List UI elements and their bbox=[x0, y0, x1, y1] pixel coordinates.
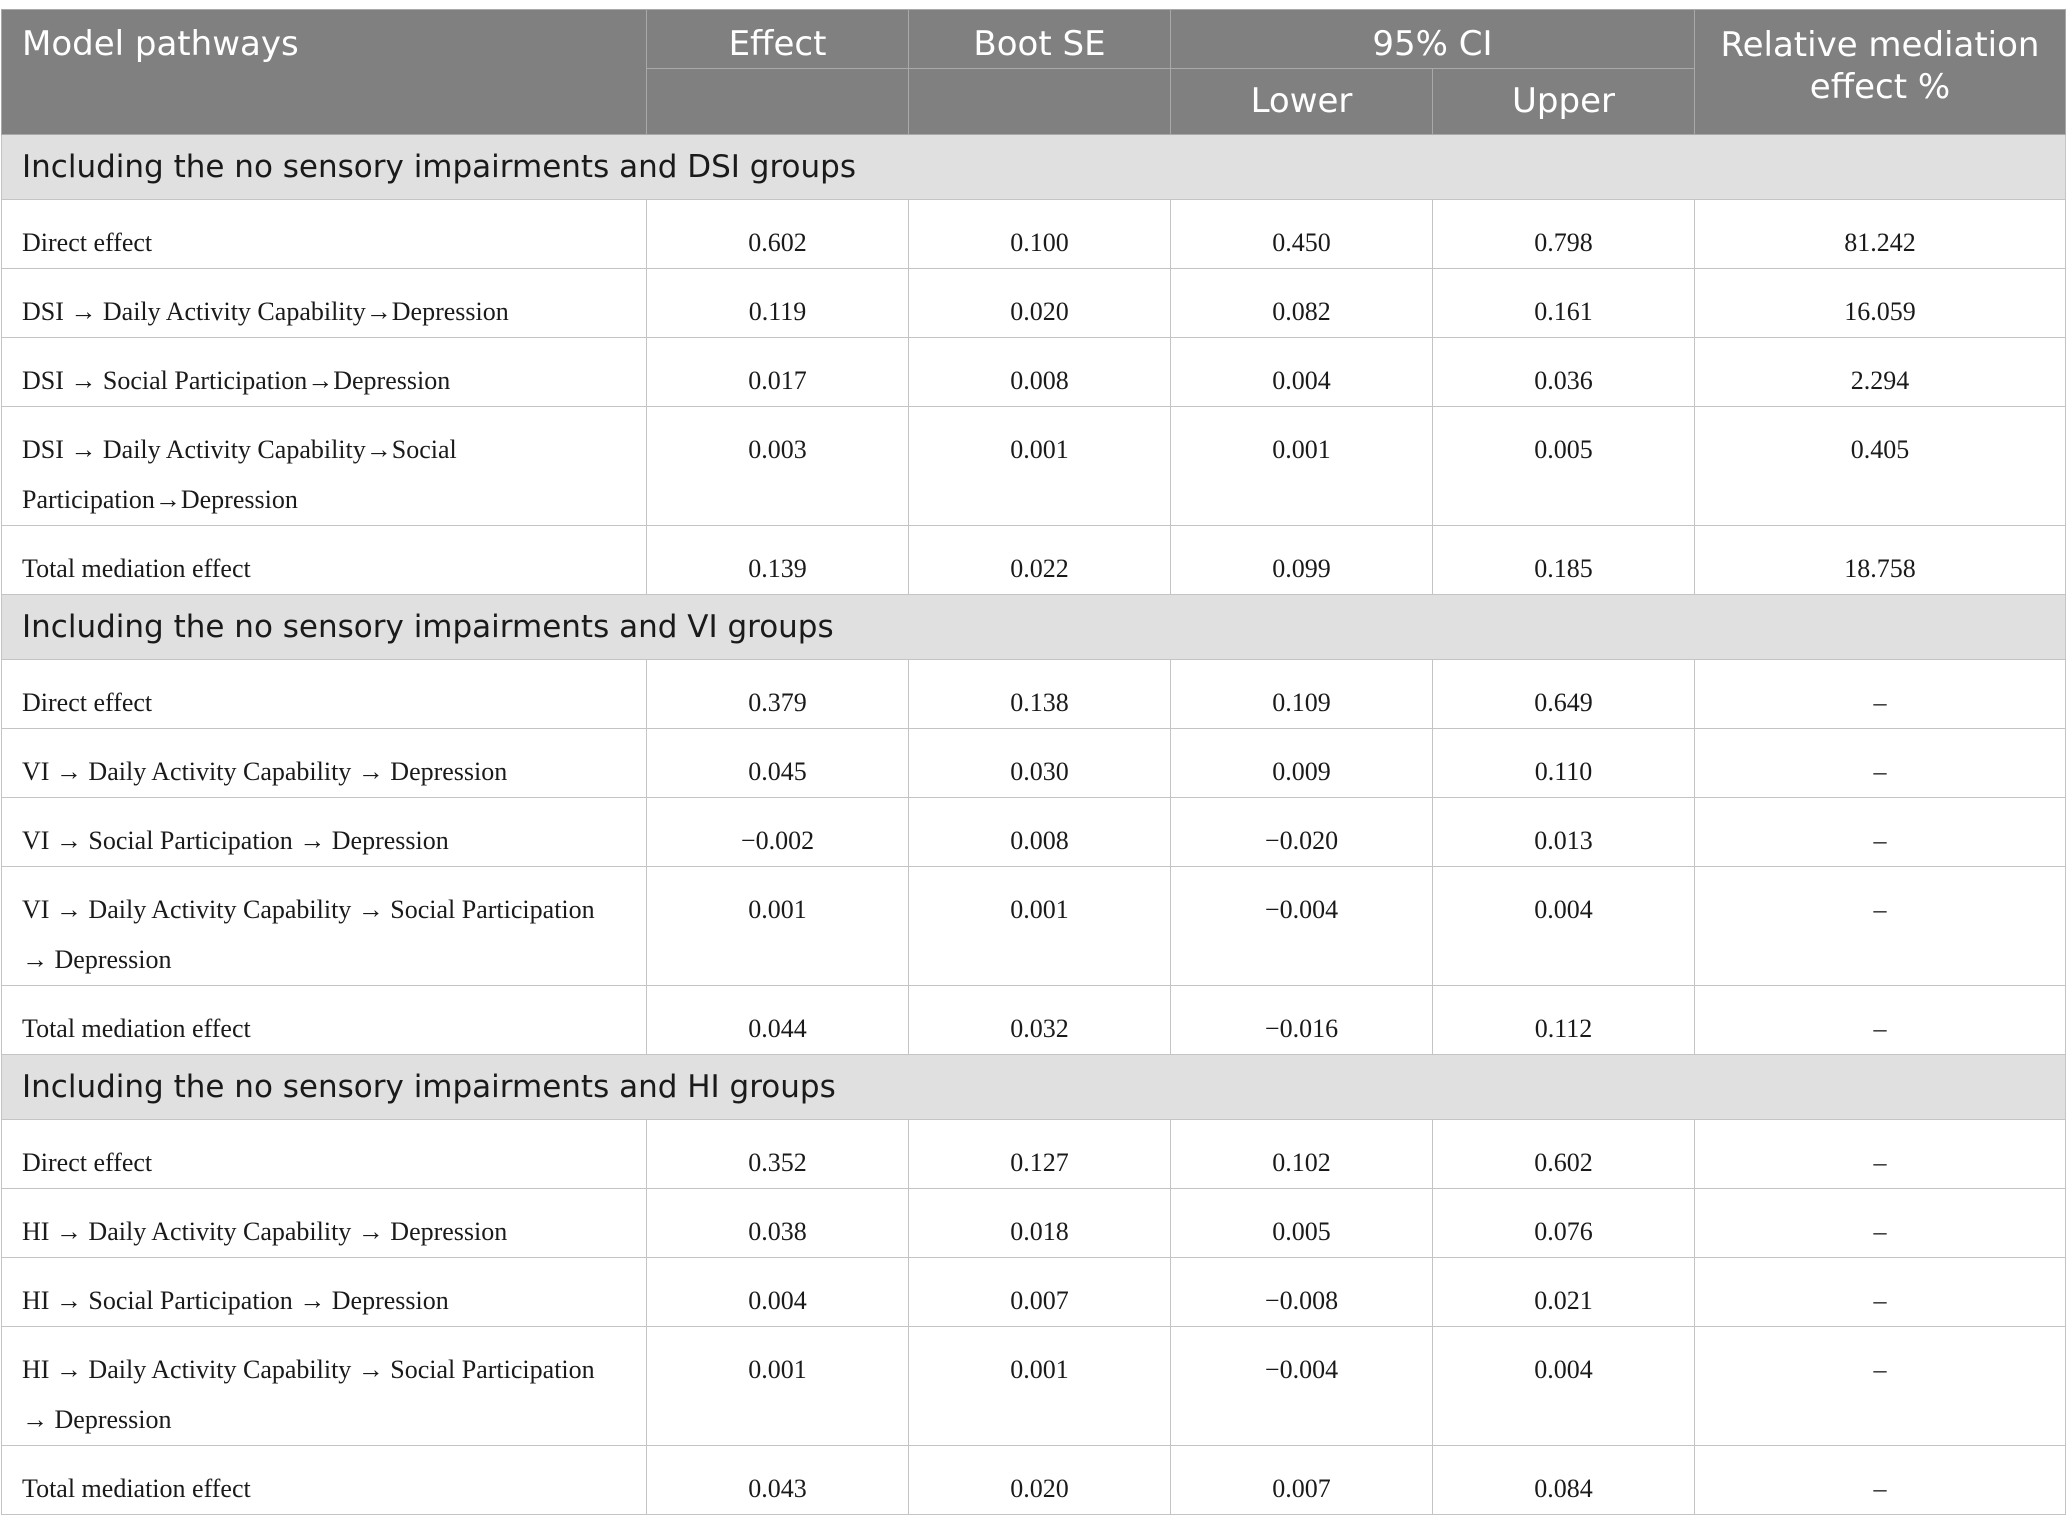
ci-upper-cell: 0.021 bbox=[1433, 1258, 1695, 1327]
relative-cell: – bbox=[1695, 1120, 2066, 1189]
effect-cell: 0.602 bbox=[647, 200, 909, 269]
ci-lower-cell: 0.099 bbox=[1171, 526, 1433, 595]
ci-lower-cell: −0.004 bbox=[1171, 1327, 1433, 1446]
pathway-cell: HI → Social Participation → Depression bbox=[2, 1258, 647, 1327]
ci-lower-cell: 0.082 bbox=[1171, 269, 1433, 338]
ci-upper-cell: 0.602 bbox=[1433, 1120, 1695, 1189]
pathway-cell: HI → Daily Activity Capability → Depression bbox=[2, 1189, 647, 1258]
boot-se-cell: 0.018 bbox=[909, 1189, 1171, 1258]
relative-cell: – bbox=[1695, 1327, 2066, 1446]
section-title: Including the no sensory impairments and HI groups bbox=[2, 1055, 2066, 1120]
relative-cell: 0.405 bbox=[1695, 407, 2066, 526]
boot-se-cell: 0.008 bbox=[909, 798, 1171, 867]
table-row bbox=[2, 1327, 2066, 1446]
boot-se-cell: 0.100 bbox=[909, 200, 1171, 269]
ci-upper-cell: 0.110 bbox=[1433, 729, 1695, 798]
relative-cell: 2.294 bbox=[1695, 338, 2066, 407]
relative-cell: 18.758 bbox=[1695, 526, 2066, 595]
section-hi bbox=[2, 1055, 2066, 1515]
table-row bbox=[2, 200, 2066, 269]
pathway-cell: DSI → Daily Activity Capability→Depression bbox=[2, 269, 647, 338]
header-boot-se-sub bbox=[909, 69, 1171, 135]
header-boot-se: Boot SE bbox=[909, 10, 1171, 69]
effect-cell: 0.379 bbox=[647, 660, 909, 729]
pathway-cell: VI → Daily Activity Capability → Social Participation → Depression bbox=[2, 867, 647, 986]
table-row bbox=[2, 1189, 2066, 1258]
ci-upper-cell: 0.005 bbox=[1433, 407, 1695, 526]
boot-se-cell: 0.001 bbox=[909, 1327, 1171, 1446]
relative-cell: – bbox=[1695, 867, 2066, 986]
pathway-cell: DSI → Social Participation→Depression bbox=[2, 338, 647, 407]
effect-cell: 0.001 bbox=[647, 1327, 909, 1446]
ci-upper-cell: 0.112 bbox=[1433, 986, 1695, 1055]
ci-upper-cell: 0.161 bbox=[1433, 269, 1695, 338]
boot-se-cell: 0.030 bbox=[909, 729, 1171, 798]
ci-lower-cell: 0.001 bbox=[1171, 407, 1433, 526]
boot-se-cell: 0.008 bbox=[909, 338, 1171, 407]
pathway-cell: Direct effect bbox=[2, 200, 647, 269]
header-ci: 95% CI bbox=[1171, 10, 1695, 69]
header-ci-lower: Lower bbox=[1171, 69, 1433, 135]
mediation-table bbox=[1, 9, 2066, 1515]
header-model-pathways: Model pathways bbox=[2, 10, 647, 135]
table-row bbox=[2, 798, 2066, 867]
pathway-cell: Direct effect bbox=[2, 1120, 647, 1189]
effect-cell: 0.004 bbox=[647, 1258, 909, 1327]
effect-cell: 0.038 bbox=[647, 1189, 909, 1258]
ci-lower-cell: 0.004 bbox=[1171, 338, 1433, 407]
ci-lower-cell: 0.109 bbox=[1171, 660, 1433, 729]
section-dsi bbox=[2, 135, 2066, 595]
table-row bbox=[2, 1120, 2066, 1189]
boot-se-cell: 0.127 bbox=[909, 1120, 1171, 1189]
boot-se-cell: 0.020 bbox=[909, 269, 1171, 338]
ci-lower-cell: 0.102 bbox=[1171, 1120, 1433, 1189]
pathway-cell: Direct effect bbox=[2, 660, 647, 729]
relative-cell: 81.242 bbox=[1695, 200, 2066, 269]
relative-cell: – bbox=[1695, 798, 2066, 867]
relative-cell: – bbox=[1695, 1189, 2066, 1258]
pathway-cell: Total mediation effect bbox=[2, 526, 647, 595]
table-row bbox=[2, 1446, 2066, 1515]
table-row bbox=[2, 338, 2066, 407]
relative-cell: 16.059 bbox=[1695, 269, 2066, 338]
table-row bbox=[2, 407, 2066, 526]
relative-cell: – bbox=[1695, 1446, 2066, 1515]
table-header bbox=[2, 10, 2066, 135]
boot-se-cell: 0.020 bbox=[909, 1446, 1171, 1515]
pathway-cell: Total mediation effect bbox=[2, 1446, 647, 1515]
boot-se-cell: 0.022 bbox=[909, 526, 1171, 595]
effect-cell: −0.002 bbox=[647, 798, 909, 867]
pathway-cell: VI → Social Participation → Depression bbox=[2, 798, 647, 867]
table-row bbox=[2, 1258, 2066, 1327]
boot-se-cell: 0.138 bbox=[909, 660, 1171, 729]
effect-cell: 0.001 bbox=[647, 867, 909, 986]
boot-se-cell: 0.007 bbox=[909, 1258, 1171, 1327]
effect-cell: 0.017 bbox=[647, 338, 909, 407]
pathway-cell: Total mediation effect bbox=[2, 986, 647, 1055]
ci-lower-cell: −0.016 bbox=[1171, 986, 1433, 1055]
section-vi bbox=[2, 595, 2066, 1055]
effect-cell: 0.003 bbox=[647, 407, 909, 526]
relative-cell: – bbox=[1695, 660, 2066, 729]
section-title: Including the no sensory impairments and VI groups bbox=[2, 595, 2066, 660]
ci-lower-cell: 0.009 bbox=[1171, 729, 1433, 798]
relative-cell: – bbox=[1695, 729, 2066, 798]
ci-lower-cell: 0.005 bbox=[1171, 1189, 1433, 1258]
boot-se-cell: 0.032 bbox=[909, 986, 1171, 1055]
header-effect: Effect bbox=[647, 10, 909, 69]
ci-upper-cell: 0.798 bbox=[1433, 200, 1695, 269]
ci-upper-cell: 0.084 bbox=[1433, 1446, 1695, 1515]
table-row bbox=[2, 660, 2066, 729]
header-relative-mediation: Relative mediation effect % bbox=[1695, 10, 2066, 135]
ci-lower-cell: −0.008 bbox=[1171, 1258, 1433, 1327]
ci-lower-cell: −0.004 bbox=[1171, 867, 1433, 986]
ci-upper-cell: 0.004 bbox=[1433, 1327, 1695, 1446]
header-ci-upper: Upper bbox=[1433, 69, 1695, 135]
effect-cell: 0.043 bbox=[647, 1446, 909, 1515]
relative-cell: – bbox=[1695, 986, 2066, 1055]
ci-upper-cell: 0.036 bbox=[1433, 338, 1695, 407]
header-effect-sub bbox=[647, 69, 909, 135]
effect-cell: 0.352 bbox=[647, 1120, 909, 1189]
ci-upper-cell: 0.013 bbox=[1433, 798, 1695, 867]
ci-lower-cell: 0.450 bbox=[1171, 200, 1433, 269]
table-row bbox=[2, 729, 2066, 798]
relative-cell: – bbox=[1695, 1258, 2066, 1327]
table-row bbox=[2, 526, 2066, 595]
table-row bbox=[2, 269, 2066, 338]
pathway-cell: VI → Daily Activity Capability → Depression bbox=[2, 729, 647, 798]
ci-upper-cell: 0.076 bbox=[1433, 1189, 1695, 1258]
ci-lower-cell: −0.020 bbox=[1171, 798, 1433, 867]
section-title: Including the no sensory impairments and DSI groups bbox=[2, 135, 2066, 200]
ci-upper-cell: 0.185 bbox=[1433, 526, 1695, 595]
table-row bbox=[2, 986, 2066, 1055]
effect-cell: 0.045 bbox=[647, 729, 909, 798]
boot-se-cell: 0.001 bbox=[909, 407, 1171, 526]
ci-upper-cell: 0.649 bbox=[1433, 660, 1695, 729]
boot-se-cell: 0.001 bbox=[909, 867, 1171, 986]
pathway-cell: DSI → Daily Activity Capability→Social Participation→Depression bbox=[2, 407, 647, 526]
ci-lower-cell: 0.007 bbox=[1171, 1446, 1433, 1515]
ci-upper-cell: 0.004 bbox=[1433, 867, 1695, 986]
effect-cell: 0.139 bbox=[647, 526, 909, 595]
table-row bbox=[2, 867, 2066, 986]
pathway-cell: HI → Daily Activity Capability → Social Participation → Depression bbox=[2, 1327, 647, 1446]
effect-cell: 0.119 bbox=[647, 269, 909, 338]
effect-cell: 0.044 bbox=[647, 986, 909, 1055]
